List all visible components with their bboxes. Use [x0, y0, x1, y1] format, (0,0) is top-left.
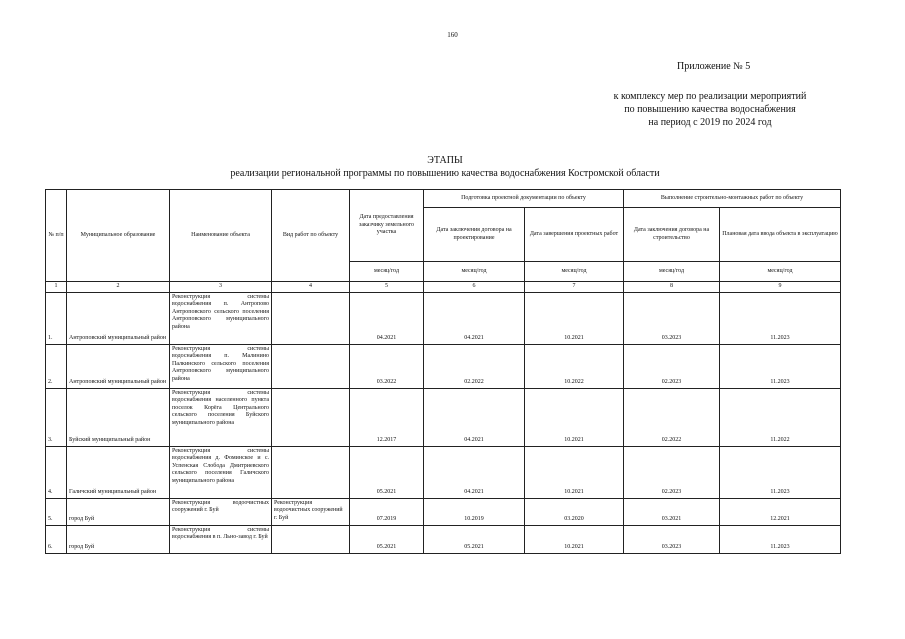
row-num: 5. — [46, 498, 67, 525]
column-number: 7 — [525, 282, 624, 293]
row-commission: 12.2021 — [720, 498, 841, 525]
row-design-contract: 10.2019 — [424, 498, 525, 525]
row-work — [272, 446, 350, 498]
column-number: 8 — [624, 282, 720, 293]
row-work — [272, 525, 350, 553]
row-object: Реконструкция системы водоснабжения д. Фоминское и с. Успенская Слобода Дмитриевского сельского поселения Галичского муниципального района — [170, 446, 272, 498]
header-municipality: Муниципальное образование — [67, 190, 170, 282]
row-work: Реконструкция водоочистных сооружений г. Буй — [272, 498, 350, 525]
row-design-end: 10.2021 — [525, 388, 624, 446]
row-design-end: 10.2021 — [525, 292, 624, 344]
row-build-contract: 02.2023 — [624, 344, 720, 388]
row-design-contract: 04.2021 — [424, 292, 525, 344]
row-object: Реконструкция системы водоснабжения в п. Льно-завод г. Буй — [170, 525, 272, 553]
column-number: 5 — [350, 282, 424, 293]
column-number: 9 — [720, 282, 841, 293]
column-number: 1 — [46, 282, 67, 293]
column-number-row — [46, 282, 841, 293]
header-design-contract: Дата заключения договора на проектирование — [424, 208, 525, 262]
table-row — [46, 498, 841, 525]
row-commission: 11.2023 — [720, 525, 841, 553]
row-commission: 11.2023 — [720, 446, 841, 498]
stages-table — [45, 189, 841, 554]
row-design-end: 10.2021 — [525, 525, 624, 553]
table-row — [46, 388, 841, 446]
row-work — [272, 292, 350, 344]
header-object: Наименование объекта — [170, 190, 272, 282]
appendix-subtitle — [520, 90, 900, 129]
page-number: 160 — [447, 31, 458, 39]
header-land-date: Дата предоставления заказчику земельного участка — [350, 190, 424, 262]
header-commission: Плановая дата ввода объекта в эксплуатацию — [720, 208, 841, 262]
row-build-contract: 03.2023 — [624, 525, 720, 553]
row-land-date: 05.2021 — [350, 446, 424, 498]
row-municipality: Антроповский муниципальный район — [67, 292, 170, 344]
column-number: 3 — [170, 282, 272, 293]
column-number: 2 — [67, 282, 170, 293]
row-build-contract: 02.2022 — [624, 388, 720, 446]
row-land-date: 12.2017 — [350, 388, 424, 446]
row-design-contract: 04.2021 — [424, 388, 525, 446]
row-municipality: город Буй — [67, 525, 170, 553]
row-build-contract: 02.2023 — [624, 446, 720, 498]
header-build-group: Выполнение строительно-монтажных работ по объекту — [624, 190, 841, 208]
header-design-end: Дата завершения проектных работ — [525, 208, 624, 262]
header-unit: месяц/год — [720, 262, 841, 282]
table-row — [46, 292, 841, 344]
title-sub: реализации региональной программы по повышению качества водоснабжения Костромской области — [230, 168, 660, 179]
row-build-contract: 03.2023 — [624, 292, 720, 344]
row-land-date: 04.2021 — [350, 292, 424, 344]
table-row — [46, 446, 841, 498]
row-num: 3. — [46, 388, 67, 446]
header-work-type: Вид работ по объекту — [272, 190, 350, 282]
table-row — [46, 344, 841, 388]
row-object: Реконструкция водоочистных сооружений г. Буй — [170, 498, 272, 525]
row-num: 1. — [46, 292, 67, 344]
row-commission: 11.2022 — [720, 388, 841, 446]
title-main: ЭТАПЫ — [427, 155, 463, 166]
column-number: 4 — [272, 282, 350, 293]
row-land-date: 03.2022 — [350, 344, 424, 388]
row-object: Реконструкция системы водоснабжения п. Малинино Палкинского сельского поселения Антроповского муниципального района — [170, 344, 272, 388]
row-municipality: Галичский муниципальный район — [67, 446, 170, 498]
row-municipality: Антроповский муниципальный район — [67, 344, 170, 388]
row-num: 2. — [46, 344, 67, 388]
row-build-contract: 03.2021 — [624, 498, 720, 525]
header-unit: месяц/год — [525, 262, 624, 282]
header-unit: месяц/год — [624, 262, 720, 282]
row-work — [272, 388, 350, 446]
subtitle-line: по повышению качества водоснабжения — [624, 104, 796, 115]
appendix-label: Приложение № 5 — [677, 61, 751, 72]
row-municipality: город Буй — [67, 498, 170, 525]
column-number: 6 — [424, 282, 525, 293]
header-design-group: Подготовка проектной документации по объекту — [424, 190, 624, 208]
header-unit: месяц/год — [424, 262, 525, 282]
row-object: Реконструкция системы водоснабжения п. Антропово Антроповского сельского поселения Антроповского муниципального района — [170, 292, 272, 344]
row-design-contract: 02.2022 — [424, 344, 525, 388]
row-design-end: 10.2021 — [525, 446, 624, 498]
row-num: 4. — [46, 446, 67, 498]
header-num: № п/п — [46, 190, 67, 282]
subtitle-line: на период с 2019 по 2024 год — [648, 117, 772, 128]
header-unit: месяц/год — [350, 262, 424, 282]
row-municipality: Буйский муниципальный район — [67, 388, 170, 446]
row-land-date: 07.2019 — [350, 498, 424, 525]
document-title — [200, 154, 690, 180]
header-build-contract: Дата заключения договора на строительство — [624, 208, 720, 262]
row-land-date: 05.2021 — [350, 525, 424, 553]
row-commission: 11.2023 — [720, 344, 841, 388]
row-design-end: 10.2022 — [525, 344, 624, 388]
row-design-contract: 04.2021 — [424, 446, 525, 498]
row-commission: 11.2023 — [720, 292, 841, 344]
row-design-end: 03.2020 — [525, 498, 624, 525]
row-object: Реконструкция системы водоснабжения населенного пункта поселок Корёга Центрального сельского поселения Буйского муниципального района — [170, 388, 272, 446]
subtitle-line: к комплексу мер по реализации мероприятий — [613, 91, 807, 102]
row-num: 6. — [46, 525, 67, 553]
row-work — [272, 344, 350, 388]
row-design-contract: 05.2021 — [424, 525, 525, 553]
table-row — [46, 525, 841, 553]
